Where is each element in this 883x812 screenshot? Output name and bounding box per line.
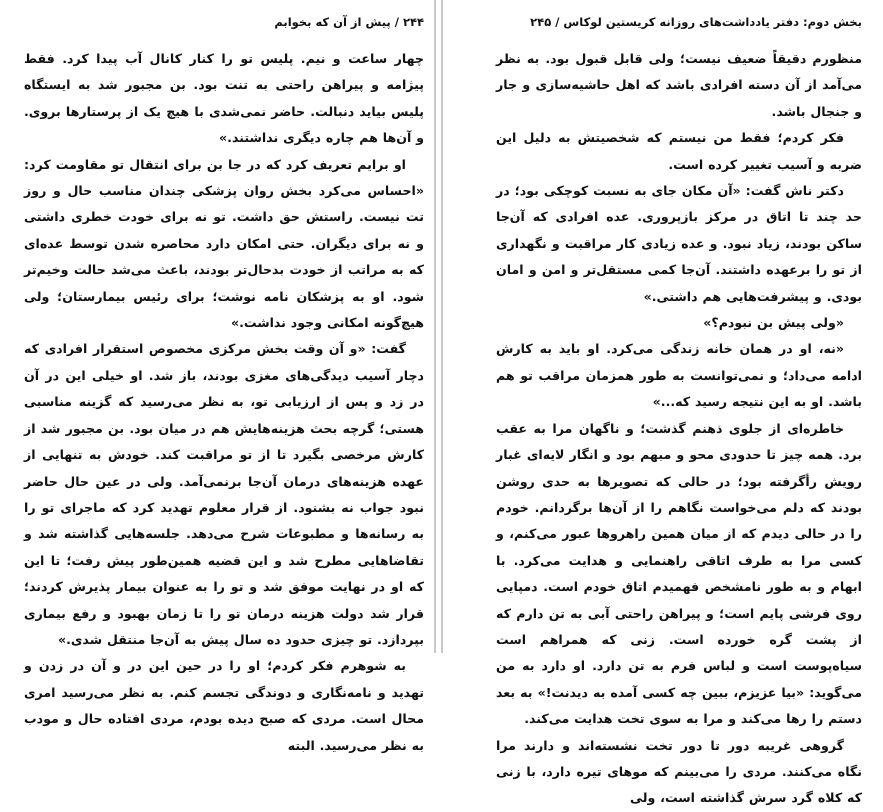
paragraph: به شوهرم فکر کردم؛ او را در حین این در و آن در زدن و تهدید و نامه‌نگاری و دوندگی تجسم کنم. به نظر می‌رسید امری محال است. مردی که صبح دیده بودم، مردی افتاده حال و مودب به نظر می‌رسید. البته <box>24 658 424 753</box>
right-page <box>496 14 862 806</box>
page-gutter-left <box>434 0 436 653</box>
paragraph: منظورم دقیقاً ضعیف نیست؛ ولی قابل قبول بود. به نظر می‌آمد از آن دسته افرادی باشد که اهل حاشیه‌سازی و جار و جنجال باشد. <box>496 51 862 119</box>
paragraph: چهار ساعت و نیم. پلیس تو را کنار کانال آب پیدا کرد. فقط پیژامه و پیراهن راحتی به تنت بود. بن مجبور شد به ایستگاه پلیس بیاید دنبالت. حاضر نمی‌شدی با هیچ یک از پرستارها بروی. و آن‌ها هم چاره دیگری نداشتند.» <box>24 51 424 146</box>
paragraph: فکر کردم؛ فقط من نیستم که شخصیتش به دلیل این ضربه و آسیب تغییر کرده است. <box>496 130 862 172</box>
paragraph: «ولی پیش بن نبودم؟» <box>703 315 844 331</box>
paragraph: دکتر ناش گفت: «آن مکان جای به نسبت کوچکی بود؛ در حد چند تا اتاق در مرکز بازپروری. عده افرادی که آن‌جا ساکن بودند، زیاد نبود. و عده زیادی کار مراقبت و نگهداری از تو را برعهده داشتند. آن‌جا کمی مستقل‌تر و امن و امان بودی. و پیشرفت‌هایی هم داشتی.» <box>496 183 862 304</box>
paragraph: او برایم تعریف کرد که در جا بن برای انتقال تو مقاومت کرد: «احساس می‌کرد بخش روان پزشکی چندان مناسب حال و روز تت نیست. راستش حق داشت. تو نه برای خودت خطری داشتی و نه برای دیگران. حتی امکان دارد محاصره شدن توسط عده‌ای که به مراتب از خودت بدحال‌تر بودند، باعث می‌شد حالت وخیم‌تر شود. او به پزشکان نامه نوشت؛ برای رئیس بیمارستان؛ ولی هیچ‌گونه امکانی وجود نداشت.» <box>24 156 424 331</box>
paragraph: گفت: «و آن وقت بخش مرکزی مخصوص استقرار افرادی که دچار آسیب دیدگی‌های مغزی بودند، باز شد. او خیلی این در آن در زد و پس از ارزیابی تو، به نظر می‌رسید که گزینه مناسبی هستی؛ گرچه بحث هزینه‌هایش هم در میان بود. بن مجبور شد از کارش مرخصی بگیرد تا از تو مراقبت کند. خودش به تنهایی از عهده هزینه‌های درمان آن‌جا برنمی‌آمد. ولی در عین حال حاضر نبود جواب نه بشنود. از قرار معلوم تهدید کرد که ماجرای تو را به رسانه‌ها و مطبوعات شرح می‌دهد. جلسه‌هایی گذاشته شد و تقاضاهایی مطرح شد و این قضیه همین‌طور پیش رفت؛ تا این که او در نهایت موفق شد و تو را به عنوان بیمار پذیرش کردند؛ قرار شد دولت هزینه درمان تو را تا زمان بهبود و رفع بیماری بپردازد. تو چیزی حدود ده سال پیش به آن‌جا منتقل شدی.» <box>24 341 424 647</box>
left-page-header: ۲۴۴ / پیش از آن که بخوابم <box>274 15 424 29</box>
paragraph: گروهی غریبه دور تا دور تخت نشسته‌اند و دارند مرا نگاه می‌کنند. مردی را می‌بینم که موهای تیره دارد، با زنی که کلاه گرد سرش گذاشته است، ولی <box>496 737 862 806</box>
paragraph: «نه، او در همان خانه زندگی می‌کرد. او باید به کارش ادامه می‌داد؛ و نمی‌توانست به طور همزمان مراقب تو هم باشد. او به این نتیجه رسید که...» <box>496 341 862 410</box>
left-page <box>24 14 424 753</box>
paragraph: خاطره‌ای از جلوی ذهنم گذشت؛ و ناگهان مرا به عقب برد. همه چیز تا حدودی محو و مبهم بود و انگار لایه‌ای غبار رویش رأگرفته بود؛ در حالی که تصویرها به حدی روشن بودند که دلم می‌خواست نگاهم را از آن‌ها برگردانم. خودم را در حالی دیدم که از میان همین راهروها عبور می‌کنم، و کسی مرا به طرف اتاقی راهنمایی و هدایت می‌کرد. با ابهام و به طور نامشخص فهمیدم اتاق خودم است. دمپایی روی فرشی پایم است؛ و پیراهن راحتی آبی به تن دارم که از پشت گره خورده است. زنی که همراهم است سیاه‌پوست است و لباس فرم به تن دارد. او دارد به من می‌گوید: «بیا عزیزم، ببین چه کسی آمده به دیدنت!» به بعد دستم را رها می‌کند و مرا به سوی تخت هدایت می‌کند. <box>496 420 862 727</box>
right-page-header: بخش دوم: دفتر یادداشت‌های روزانه کریستین لوکاس / ۲۴۵ <box>530 15 862 29</box>
page-gutter-right <box>441 0 443 653</box>
